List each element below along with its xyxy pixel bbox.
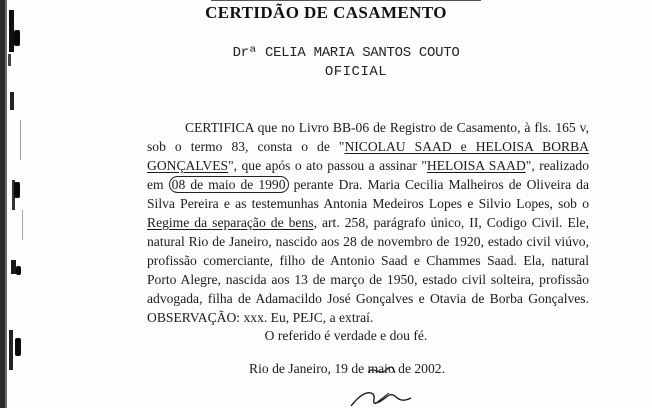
- officer-role: OFICIAL: [324, 64, 388, 80]
- wedding-date: 08 de maio de 1990: [169, 176, 289, 193]
- top-crop-line: [211, 0, 481, 1]
- issue-date-line: Rio de Janeiro, 19 de maio de 2002.: [249, 361, 445, 376]
- pen-stroke-mark: [366, 362, 396, 380]
- body-part-1: CERTIFICA que no Livro BB-06 de Registro de Casamento, à fls. 165 v, sob o termo 83, consta o de: [147, 120, 589, 154]
- officer-name: Drª CELIA MARIA SANTOS COUTO: [232, 45, 460, 61]
- closing-statement: O referido é verdade e dou fé.: [264, 328, 428, 343]
- body-part-3: , realizado em: [147, 158, 589, 192]
- scan-shadow-edge: [0, 0, 34, 408]
- spouse-names: NICOLAU SAAD e HELOISA BORBA GONÇALVES: [147, 139, 589, 173]
- body-part-2: , que após o ato passou a assinar: [233, 158, 422, 173]
- body-part-5: , art. 258, parágrafo único, II, Codigo Civil. Ele, natural Rio de Janeiro, nascido aos 28 de novembro de 1920, estado civil viúvo, profissão comerciante, filho de Antonio Saad e Chammes Saad. Ela, natural Porto Alegre, nascida aos 13 de março de 1950, estado civil solteira, profissão advogada, filha de Adamacildo José Gonçalves e Otavia de Borba Gonçalves. OBSERVAÇÃO: xxx. Eu, PEJC, a extraí.: [147, 215, 589, 325]
- certificate-body: CERTIFICA que no Livro BB-06 de Registro de Casamento, à fls. 165 v, sob o termo 83, consta o de "NICOLAU SAAD e HELOISA BORBA GONÇALVES", que após o ato passou a assinar "HELOISA SAAD", realizado em 08 de maio de 1990 perante Dra. Maria Cecilia Malheiros de Oliveira da Silva Pereira e as testemunhas Antonia Medeiros Lopes e Silvio Lopes, sob o Regime da separação de bens, art. 258, parágrafo único, II, Codigo Civil. Ele, natural Rio de Janeiro, nascido aos 28 de novembro de 1920, estado civil viúvo, profissão comerciante, filho de Antonio Saad e Chammes Saad. Ela, natural Porto Alegre, nascida aos 13 de março de 1950, estado civil solteira, profissão advogada, filha de Adamacildo José Gonçalves e Otavia de Borba Gonçalves. OBSERVAÇÃO: xxx. Eu, PEJC, a extraí.: [147, 120, 589, 325]
- body-part-4: perante Dra. Maria Cecilia Malheiros de Oliveira da Silva Pereira e as testemunhas Antonia Medeiros Lopes e Silvio Lopes, sob o: [147, 177, 589, 211]
- marriage-regime: Regime da separação de bens: [147, 215, 314, 230]
- new-signature-name: HELOISA SAAD: [426, 158, 526, 173]
- signature-mark: [345, 384, 425, 408]
- document-title: CERTIDÃO DE CASAMENTO: [205, 3, 447, 22]
